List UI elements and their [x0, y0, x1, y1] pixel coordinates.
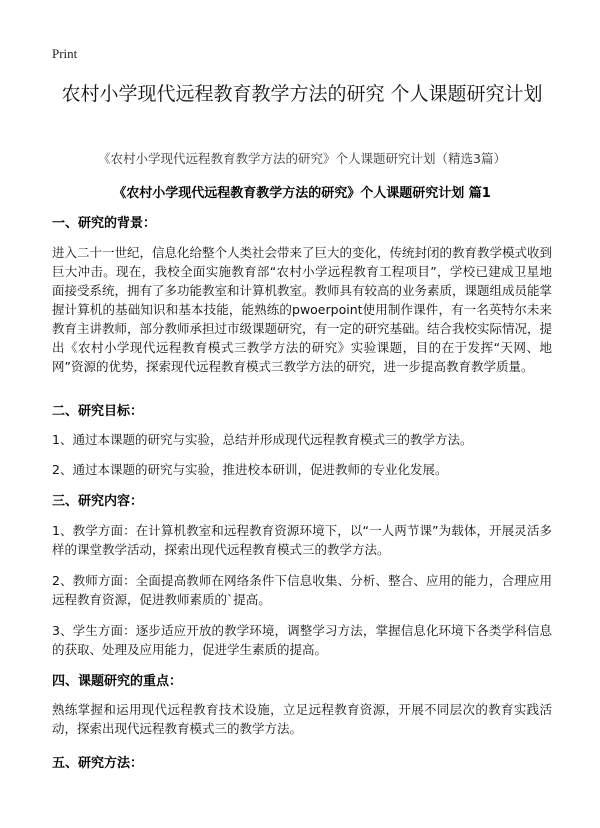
section-heading-background: 一、研究的背景：: [52, 216, 157, 231]
section-heading-focus: 四、课题研究的重点：: [52, 674, 183, 689]
paragraph-content-3: 3、学生方面：逐步适应开放的教学环境，调整学习方法，掌握信息化环境下各类学科信息的获取、处理及应用能力，促进学生素质的提高。: [52, 623, 552, 657]
article-heading: 《农村小学现代远程教育教学方法的研究》个人课题研究计划 篇1: [113, 186, 491, 201]
section-heading-content: 三、研究内容：: [52, 494, 144, 509]
section-heading-methods: 五、研究方法：: [52, 756, 144, 771]
paragraph-content-2: 2、教师方面：全面提高教师在网络条件下信息收集、分析、整合、应用的能力，合理应用远程教育资源，促进教师素质的`提高。: [52, 573, 552, 607]
paragraph-background: 进入二十一世纪，信息化给整个人类社会带来了巨大的变化，传统封闭的教育教学模式收到巨大冲击。现在，我校全面实施教育部“农村小学远程教育工程项目”，学校已建成卫星地面接受系统，拥有了多功能教室和计算机教室。教师具有较高的业务素质，课题组成员能掌握计算机的基础知识和基本技能，能熟练的pwoerpoint使用制作课件，有一名英特尔未来教育主讲教师，部分教师承担过市级课题研究，有一定的研究基础。结合我校实际情况，提出《农村小学现代远程教育模式三教学方法的研究》实验课题，目的在于发挥“天网、地网”资源的优势，探索现代远程教育模式三教学方法的研究，进一步提高教育教学质量。: [52, 245, 553, 374]
document-title: 农村小学现代远程教育教学方法的研究 个人课题研究计划: [61, 83, 543, 105]
print-link[interactable]: Print: [52, 46, 78, 61]
paragraph-goal-2: 2、通过本课题的研究与实验，推进校本研训，促进教师的专业化发展。: [52, 462, 448, 477]
paragraph-goal-1: 1、通过本课题的研究与实验，总结并形成现代远程教育模式三的教学方法。: [52, 432, 473, 447]
document-subtitle: 《农村小学现代远程教育教学方法的研究》个人课题研究计划（精选3篇）: [98, 151, 506, 166]
paragraph-content-1: 1、教学方面：在计算机教室和远程教育资源环境下，以“一人两节课”为载体，开展灵活多样的课堂教学活动，探索出现代远程教育模式三的教学方法。: [52, 523, 552, 557]
section-heading-goals: 二、研究目标：: [52, 404, 144, 419]
paragraph-focus: 熟练掌握和运用现代远程教育技术设施，立足远程教育资源，开展不同层次的教育实践活动，探索出现代远程教育模式三的教学方法。: [52, 702, 552, 736]
